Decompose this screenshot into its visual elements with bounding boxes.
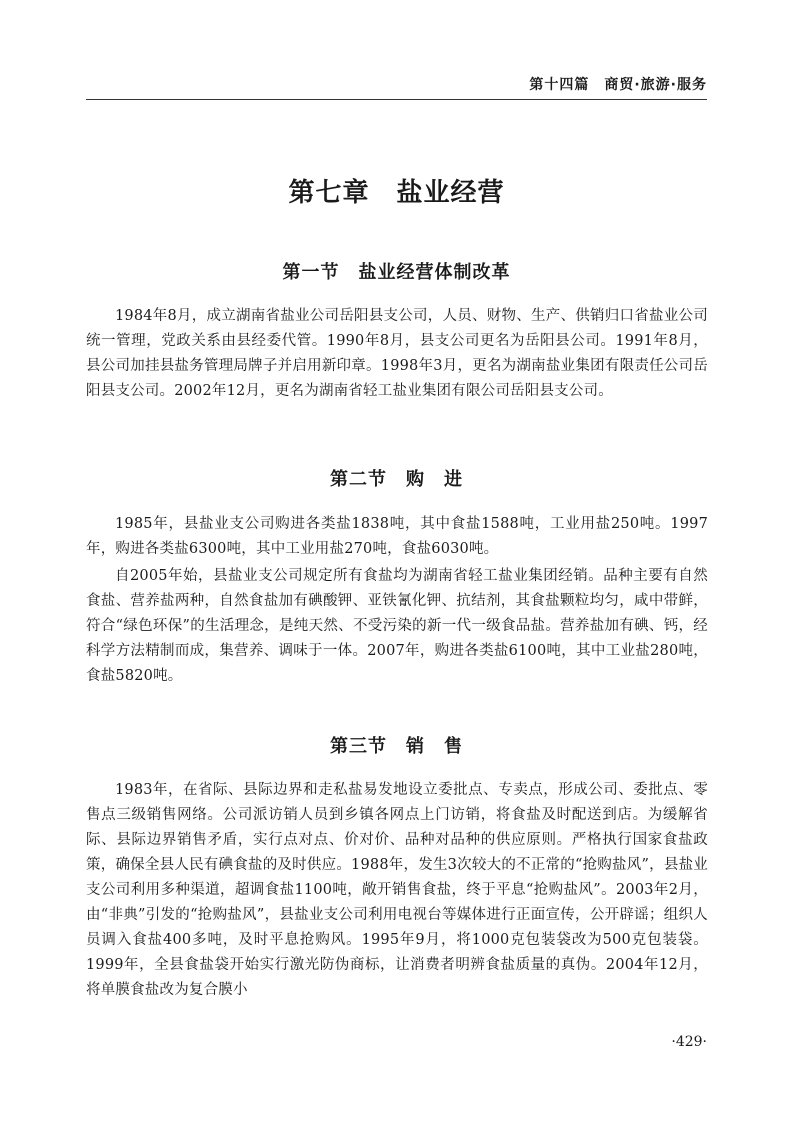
page-number: ·429· — [671, 1034, 707, 1050]
chapter-title: 第七章 盐业经营 — [288, 178, 505, 208]
section-title-2: 第二节 购 进 — [330, 469, 463, 490]
header-divider — [86, 99, 707, 100]
section-2-paragraph-1: 1985年，县盐业支公司购进各类盐1838吨，其中食盐1588吨，工业用盐250吨。1997年，购进各类盐6300吨，其中工业用盐270吨，食盐6030吨。 — [86, 516, 708, 557]
running-header — [86, 72, 707, 96]
section-title-1: 第一节 盐业经营体制改革 — [282, 262, 511, 283]
section-title-3: 第三节 销 售 — [330, 736, 463, 757]
section-2-paragraph-2: 自2005年始，县盐业支公司规定所有食盐均为湖南省轻工盐业集团经销。品种主要有自然食盐、营养盐两种，自然食盐加有碘酸钾、亚铁氰化钾、抗结剂，其食盐颗粒均匀，咸中带鲜，符合“绿色环保”的生活理念，是纯天然、不受污染的新一代一级食品盐。营养盐加有碘、钙，经科学方法精制而成，集营养、调味于一体。2007年，购进各类盐6100吨，其中工业盐280吨，食盐5820吨。 — [86, 568, 708, 684]
section-1-paragraph-1: 1984年8月，成立湖南省盐业公司岳阳县支公司，人员、财物、生产、供销归口省盐业公司统一管理，党政关系由县经委代管。1990年8月，县支公司更名为岳阳县公司。1991年8月，县公司加挂县盐务管理局牌子并启用新印章。1998年3月，更名为湖南盐业集团有限责任公司岳阳县支公司。2002年12月，更名为湖南省轻工盐业集团有限公司岳阳县支公司。 — [86, 308, 708, 399]
section-3-paragraph-1: 1983年，在省际、县际边界和走私盐易发地设立委批点、专卖点，形成公司、委批点、零售点三级销售网络。公司派访销人员到乡镇各网点上门访销，将食盐及时配送到店。为缓解省际、县际边界销售矛盾，实行点对点、价对价、品种对品种的供应原则。严格执行国家食盐政策，确保全县人民有碘食盐的及时供应。1988年，发生3次较大的不正常的“抢购盐风”，县盐业支公司利用多种渠道，超调食盐1100吨，敞开销售食盐，终于平息“抢购盐风”。2003年2月，由“非典”引发的“抢购盐风”，县盐业支公司利用电视台等媒体进行正面宣传，公开辟谣；组织人员调入食盐400多吨，及时平息抢购风。1995年9月，将1000克包装袋改为500克包装袋。1999年，全县食盐袋开始实行激光防伪商标，让消费者明辨食盐质量的真伪。2004年12月，将单膜食盐改为复合膜小 — [86, 782, 709, 998]
running-header-title: 第十四篇 商贸·旅游·服务 — [529, 77, 707, 93]
